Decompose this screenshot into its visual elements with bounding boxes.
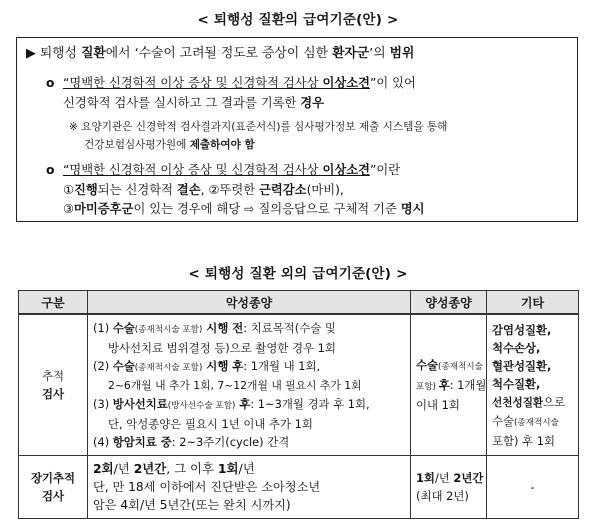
item-2-cont: 2~6개월 내 추가 1회, 7~12개월 내 필요시 추가 1회 bbox=[108, 379, 362, 392]
text-bold: 명시 bbox=[400, 202, 425, 216]
other-line-2: 척수손상, bbox=[492, 340, 541, 355]
long-term-line-3: 암은 4회/년 5년간(또는 완치 시까지) bbox=[93, 498, 291, 512]
text: /년 bbox=[434, 471, 454, 485]
text-bold: 제출하여야 함 bbox=[189, 139, 255, 151]
header-category: 구분 bbox=[19, 291, 88, 315]
long-term-line-1 bbox=[93, 460, 405, 478]
item-2 bbox=[93, 357, 405, 377]
note-cont-line bbox=[84, 137, 255, 153]
text-bold: 환자군 bbox=[332, 46, 370, 61]
text-bold-underlined: 이상소견 bbox=[322, 76, 370, 90]
long-term-line-2: 단, 만 18세 이하에서 진단받은 소아청소년 bbox=[93, 480, 321, 494]
text: : 1~3개월 경과 후 1회, bbox=[250, 397, 370, 411]
text: , bbox=[339, 183, 344, 197]
item-1-cont: 방사선치료 범위결정 등)으로 촬영한 경우 1회 bbox=[108, 341, 336, 355]
other-follow-up-cell bbox=[487, 314, 579, 456]
text-bold: 2년간 bbox=[453, 471, 484, 485]
bullet-o: o bbox=[46, 163, 55, 177]
text: (1) bbox=[93, 321, 113, 335]
text-underlined: “명백한 신경학적 이상 증상 및 신경학적 검사상 bbox=[63, 163, 323, 177]
text: /년 bbox=[113, 461, 134, 476]
text-bold: 범위 bbox=[389, 46, 415, 61]
text-bold: 수술 bbox=[112, 359, 135, 373]
text: ’의 bbox=[369, 46, 390, 61]
other-line-4: 척수질환, bbox=[492, 376, 541, 391]
text: (2) bbox=[93, 359, 113, 373]
criteria-table bbox=[18, 290, 579, 519]
criterion-1-line bbox=[63, 75, 416, 91]
row-label-long-term bbox=[19, 456, 88, 519]
header-benign-tumor: 양성종양 bbox=[411, 291, 487, 315]
text: 추적 bbox=[41, 369, 64, 383]
benign-line-1 bbox=[416, 356, 481, 376]
text-bold: 질환 bbox=[81, 46, 106, 61]
text-small: (종재적시술 포함) bbox=[134, 363, 203, 373]
text: 으로 bbox=[543, 394, 566, 409]
text-small: (종재적시술 bbox=[514, 417, 559, 428]
text: /년 bbox=[238, 461, 255, 476]
note-line: ※ 요양기관은 신경학적 검사결과지(표준서식)를 심사평가정보 제출 시스템을 통해 bbox=[69, 121, 448, 133]
text-underlined: “명백한 신경학적 이상 증상 및 신경학적 검사상 bbox=[63, 76, 323, 90]
text-bold: 1회 bbox=[217, 461, 239, 476]
patient-group-range-line bbox=[26, 46, 414, 62]
benign-long-term-cell bbox=[411, 456, 487, 519]
text: 이 있는 경우에 해당 ⇨ 질의응답으로 구체적 기준 bbox=[133, 202, 401, 216]
text: (4) bbox=[93, 435, 113, 449]
criteria-title-degenerative: < 퇴행성 질환의 급여기준(안) > bbox=[197, 12, 399, 28]
text-small: (방사선수술 포함) bbox=[167, 401, 236, 411]
text-bold: 경우 bbox=[300, 96, 325, 110]
text-small: (종재적시술 bbox=[438, 362, 483, 372]
item-3-cont: 단, 악성종양은 필요시 1년 이내 추가 1회 bbox=[108, 417, 313, 431]
text-bold: 1회 bbox=[416, 471, 435, 485]
text-bold: 수술 bbox=[416, 358, 439, 372]
text-bold: 검사 bbox=[41, 387, 64, 401]
benign-line-2 bbox=[416, 376, 487, 396]
text-bold: 수술 bbox=[112, 321, 135, 335]
text: ”이 있어 bbox=[369, 76, 416, 90]
row-label-follow-up bbox=[19, 314, 88, 456]
text-bold: 마미증후군 bbox=[74, 202, 134, 216]
text: ① bbox=[63, 183, 75, 197]
text-bold: 후 bbox=[438, 378, 450, 392]
other-line-5 bbox=[492, 393, 573, 412]
criterion-2-line bbox=[63, 162, 400, 178]
text-bold-underlined: 이상소견 bbox=[322, 163, 370, 177]
text: , ②뚜렷한 bbox=[200, 183, 260, 197]
criteria-title-non-degenerative: < 퇴행성 질환 외의 급여기준(안) > bbox=[188, 266, 408, 282]
other-long-term-cell bbox=[487, 456, 579, 519]
text-bold: 2년간 bbox=[133, 461, 167, 476]
item-4 bbox=[93, 433, 405, 451]
text-bold: 검사 bbox=[41, 489, 64, 503]
other-line-1: 감염성질환, bbox=[492, 322, 552, 337]
text-small: (종재적시술 포함) bbox=[134, 325, 203, 335]
table-row-long-term bbox=[19, 456, 579, 519]
text-bold: 2회 bbox=[93, 461, 114, 476]
text-bold: 시행 전 bbox=[202, 321, 244, 335]
text: : 2~3주기(cycle) 간격 bbox=[171, 435, 290, 449]
other-line-7 bbox=[492, 432, 573, 450]
degenerative-criteria-box bbox=[16, 37, 578, 222]
text: ③ bbox=[63, 202, 75, 216]
text-small: 포함) bbox=[416, 382, 439, 392]
dash: - bbox=[530, 480, 535, 494]
header-other: 기타 bbox=[487, 291, 579, 315]
benign-line-3: 이내 1회 bbox=[416, 398, 460, 412]
text-bold: 결손 bbox=[176, 183, 201, 197]
header-malignant-tumor: 악성종양 bbox=[88, 291, 411, 315]
text-bold: 방사선치료 bbox=[112, 397, 168, 411]
criterion-2-items-cont-line bbox=[63, 201, 424, 217]
text: 수술 bbox=[492, 413, 515, 428]
item-1 bbox=[93, 319, 405, 339]
malignant-follow-up-cell bbox=[88, 314, 411, 456]
text: , 그 이후 bbox=[166, 461, 218, 476]
other-line-6 bbox=[492, 412, 573, 432]
text-bold: 장기추적 bbox=[30, 471, 75, 485]
table-row-follow-up bbox=[19, 314, 579, 456]
text: ▶ 퇴행성 bbox=[26, 46, 82, 61]
text: (3) bbox=[93, 397, 113, 411]
text-bold: 후 bbox=[235, 397, 251, 411]
item-3 bbox=[93, 395, 405, 415]
criterion-1-cont-line bbox=[63, 95, 324, 111]
table-header-row bbox=[19, 291, 579, 315]
benign-long-term-line-2: (최대 2년) bbox=[416, 489, 469, 503]
text-bold: 근력감소 bbox=[259, 183, 307, 197]
text: 포함) 후 1회 bbox=[492, 433, 555, 448]
text: 되는 신경학적 bbox=[97, 183, 177, 197]
text: : 1개월 내 1회, bbox=[243, 359, 321, 373]
malignant-long-term-cell bbox=[88, 456, 411, 519]
text: 신경학적 검사를 실시하고 그 결과를 기록한 bbox=[63, 96, 301, 110]
text-bold: 선천성질환 bbox=[492, 396, 544, 409]
bullet-o: o bbox=[46, 76, 55, 90]
text-bold: 진행 bbox=[74, 183, 98, 197]
text-bold: 시행 후 bbox=[202, 359, 244, 373]
text: 에서 ‘수술이 고려될 정도로 증상이 심한 bbox=[105, 46, 333, 61]
criterion-2-items-line bbox=[63, 182, 344, 198]
text: : 치료목적(수술 및 bbox=[243, 321, 336, 335]
other-line-3: 혈관성질환, bbox=[492, 358, 552, 373]
text: (마비) bbox=[306, 183, 340, 197]
benign-follow-up-cell bbox=[411, 314, 487, 456]
text: 건강보험심사평가원에 bbox=[84, 139, 190, 151]
text-bold: 항암치료 중 bbox=[112, 435, 172, 449]
text: : 1개월 bbox=[449, 378, 487, 392]
benign-long-term-line-1 bbox=[416, 469, 484, 487]
text: ”이란 bbox=[369, 163, 401, 177]
